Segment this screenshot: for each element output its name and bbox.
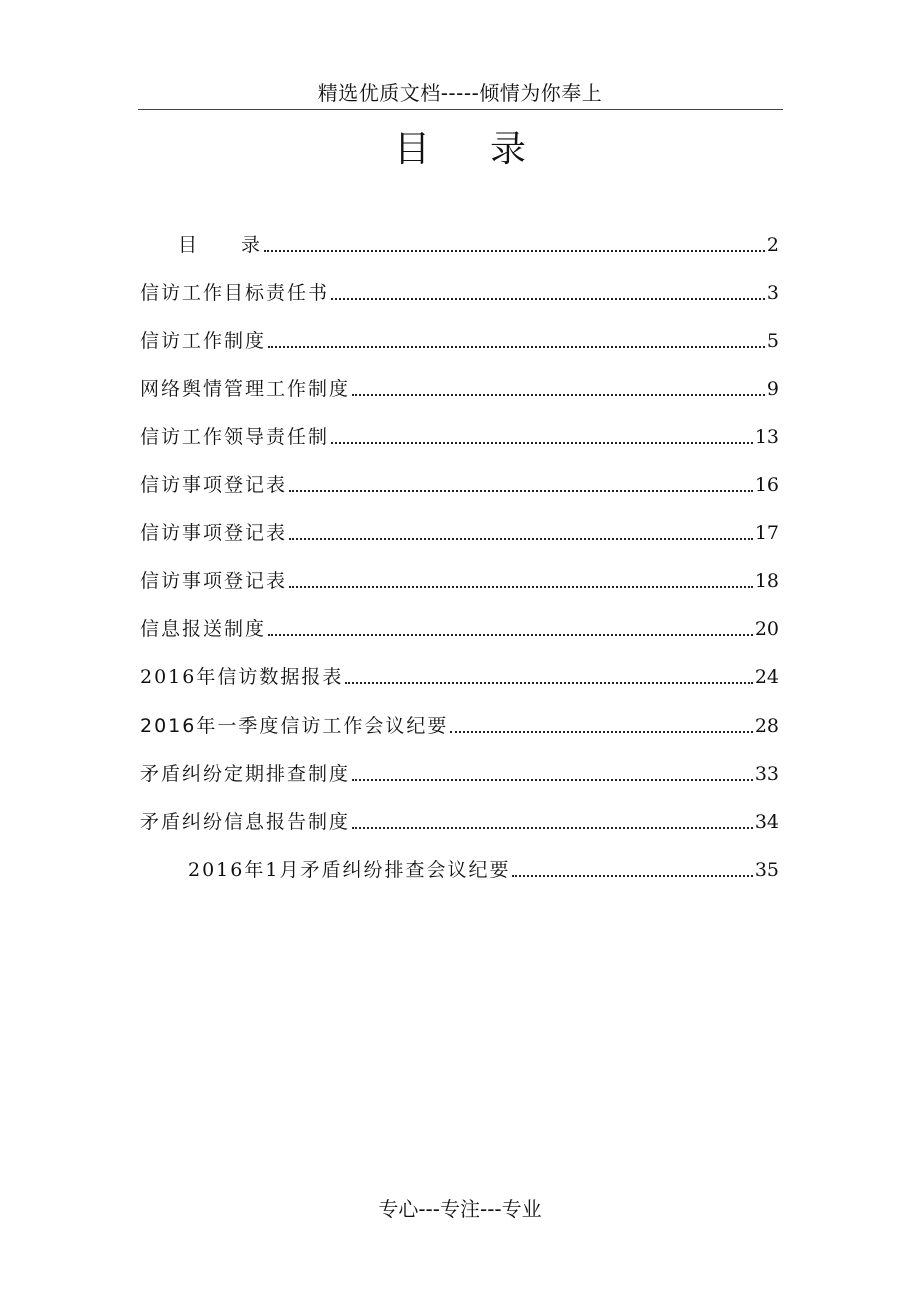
toc-entry-label: 信访事项登记表 (140, 570, 288, 592)
toc-entry-page: 34 (754, 811, 779, 833)
toc-entry-label: 2016年信访数据报表 (140, 666, 344, 688)
toc-leader-dots (331, 298, 765, 300)
toc-entry-page: 2 (766, 234, 779, 256)
toc-leader-dots (264, 250, 765, 252)
toc-entry-label: 信访工作制度 (140, 330, 267, 352)
toc-entry[interactable] (140, 616, 779, 642)
toc-entry-label: 矛盾纠纷信息报告制度 (140, 811, 351, 833)
toc-entry[interactable] (140, 761, 779, 787)
toc-entry-label: 信息报送制度 (140, 618, 267, 640)
toc-entry-page: 24 (754, 666, 779, 688)
toc-entry[interactable] (140, 472, 779, 498)
toc-leader-dots (268, 346, 765, 348)
toc-entry-page: 3 (766, 282, 779, 304)
page-footer: 专心---专注---专业 (378, 1197, 542, 1221)
toc-entry[interactable] (140, 520, 779, 546)
toc-entry-label: 信访工作目标责任书 (140, 282, 330, 304)
toc-entry-label: 2016年一季度信访工作会议纪要 (140, 715, 449, 737)
toc-leader-dots (289, 490, 753, 492)
toc-entry-label: 信访事项登记表 (140, 474, 288, 496)
toc-entry-page: 28 (754, 715, 779, 737)
toc-entry-page: 16 (754, 474, 779, 496)
toc-entry[interactable] (140, 280, 779, 306)
toc-leader-dots (352, 779, 753, 781)
toc-leader-dots (512, 875, 752, 877)
toc-entry-label: 目 录 (178, 234, 263, 256)
toc-entry-page: 17 (754, 522, 779, 544)
toc-entry[interactable] (140, 568, 779, 594)
toc-leader-dots (331, 442, 753, 444)
toc-entry-page: 18 (754, 570, 779, 592)
toc-entry[interactable] (188, 857, 779, 883)
toc-leader-dots (268, 634, 753, 636)
toc-entry[interactable] (140, 713, 779, 739)
toc-leader-dots (345, 682, 752, 684)
page-header: 精选优质文档-----倾情为你奉上 (317, 81, 603, 105)
toc-entry-page: 33 (754, 763, 779, 785)
toc-entry-label: 网络舆情管理工作制度 (140, 378, 351, 400)
toc-entry-label: 矛盾纠纷定期排查制度 (140, 763, 351, 785)
toc-entry-label: 信访事项登记表 (140, 522, 288, 544)
toc-entry[interactable] (140, 809, 779, 835)
toc-entry-page: 13 (754, 426, 779, 448)
toc-entry-label: 信访工作领导责任制 (140, 426, 330, 448)
toc-entry-page: 35 (754, 859, 779, 881)
toc-entry-label: 2016年1月矛盾纠纷排查会议纪要 (188, 859, 511, 881)
toc-leader-dots (352, 394, 765, 396)
toc-entry[interactable] (178, 232, 779, 258)
toc-entry[interactable] (140, 424, 779, 450)
toc-leader-dots (289, 538, 753, 540)
toc-entry-page: 20 (754, 618, 779, 640)
page-title: 目录 (393, 129, 586, 170)
toc-entry[interactable] (140, 328, 779, 354)
toc-leader-dots (289, 586, 753, 588)
toc-entry-page: 5 (766, 330, 779, 352)
toc-entry-page: 9 (766, 378, 779, 400)
toc-entry[interactable] (140, 376, 779, 402)
toc-leader-dots (352, 827, 753, 829)
toc-leader-dots (450, 731, 752, 733)
toc-entry[interactable] (140, 664, 779, 690)
